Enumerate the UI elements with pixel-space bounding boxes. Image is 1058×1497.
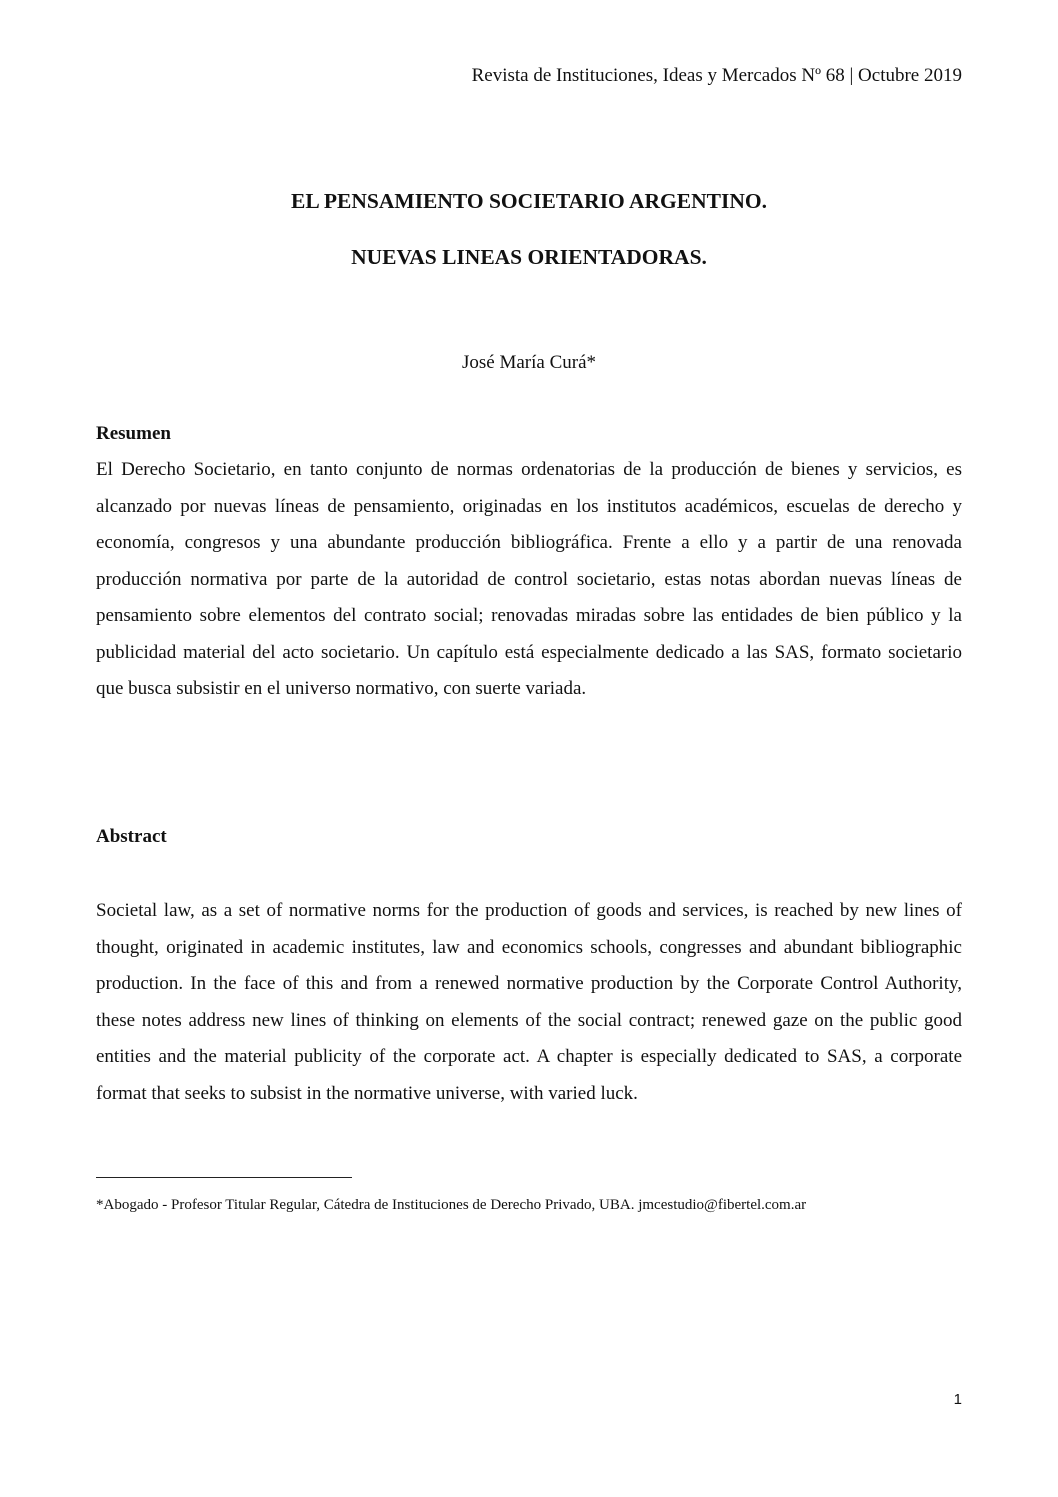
article-title-line-2: NUEVAS LINEAS ORIENTADORAS. xyxy=(351,245,707,269)
author-footnote: *Abogado - Profesor Titular Regular, Cátedra de Instituciones de Derecho Privado, UBA. jmcestudio@fibertel.com.ar xyxy=(96,1197,807,1213)
page-number: 1 xyxy=(953,1391,962,1408)
abstract-paragraph: Societal law, as a set of normative norms for the production of goods and services, is reached by new lines of thought, originated in academic institutes, law and economics schools, congresses and abundant bibliographic production. In the face of this and from a renewed normative production by the Corporate Control Authority, these notes address new lines of thinking on elements of the social contract; renewed gaze on the public good entities and the material publicity of the corporate act. A chapter is especially dedicated to SAS, a corporate format that seeks to subsist in the normative universe, with varied luck. xyxy=(96,900,962,1104)
running-header: Revista de Instituciones, Ideas y Mercados Nº 68 | Octubre 2019 xyxy=(471,65,962,86)
resumen-heading: Resumen xyxy=(96,423,171,444)
resumen-paragraph: El Derecho Societario, en tanto conjunto de normas ordenatorias de la producción de bienes y servicios, es alcanzado por nuevas líneas de pensamiento, originadas en los institutos académicos, escuelas de derecho y economía, congresos y una abundante producción bibliográfica. Frente a ello y a partir de una renovada producción normativa por parte de la autoridad de control societario, estas notas abordan nuevas líneas de pensamiento sobre elementos del contrato social; renovadas miradas sobre las entidades de bien público y la publicidad material del acto societario. Un capítulo está especialmente dedicado a las SAS, formato societario que busca subsistir en el universo normativo, con suerte variada. xyxy=(96,459,962,699)
abstract-heading: Abstract xyxy=(96,826,167,847)
article-title-line-1: EL PENSAMIENTO SOCIETARIO ARGENTINO. xyxy=(291,189,767,213)
footnote-divider xyxy=(96,1177,352,1178)
author-name: José María Curá* xyxy=(461,352,597,373)
